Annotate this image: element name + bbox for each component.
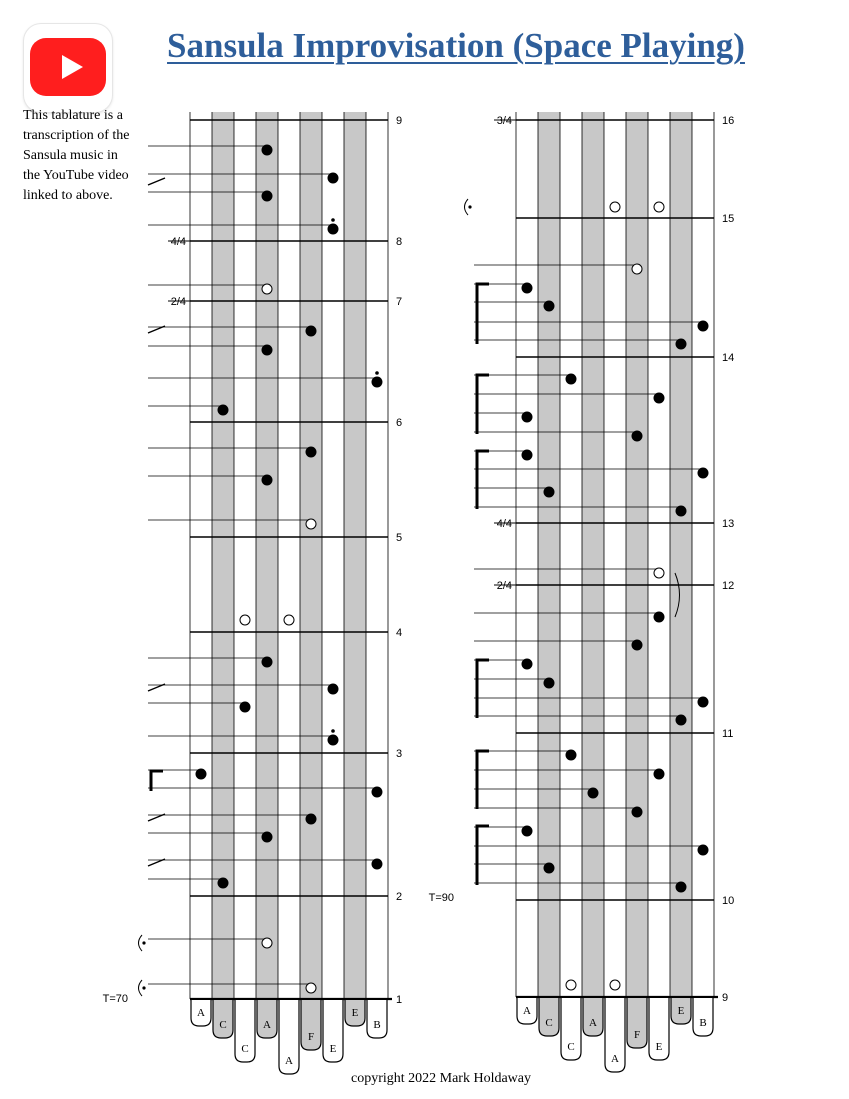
right-measure-number: 9 bbox=[722, 992, 729, 1004]
copyright-notice: copyright 2022 Mark Holdaway bbox=[350, 1071, 532, 1086]
left-measure-number: 1 bbox=[396, 994, 403, 1006]
right-tine-label: E bbox=[677, 1005, 685, 1017]
right-open-note bbox=[654, 202, 664, 212]
right-note bbox=[566, 374, 576, 384]
right-note bbox=[544, 487, 554, 497]
right-tine-label: C bbox=[567, 1041, 575, 1053]
right-tine-column-shaded bbox=[626, 112, 648, 997]
right-chord-bracket bbox=[477, 451, 489, 509]
left-tine-label: B bbox=[373, 1019, 381, 1031]
intro-line: linked to above. bbox=[23, 188, 113, 203]
right-note bbox=[544, 863, 554, 873]
left-measure-number: 8 bbox=[396, 236, 403, 248]
right-note bbox=[676, 715, 686, 725]
right-measure-number: 16 bbox=[722, 115, 735, 127]
right-measure-number: 15 bbox=[722, 213, 735, 225]
right-tine-label: A bbox=[611, 1053, 619, 1065]
right-tine-label: F bbox=[633, 1029, 641, 1041]
right-note bbox=[632, 431, 642, 441]
left-measure-number: 4 bbox=[396, 627, 403, 639]
left-tine-label: E bbox=[329, 1043, 337, 1055]
right-time-signature: 2/4 bbox=[496, 580, 512, 592]
left-measure-number: 9 bbox=[396, 115, 403, 127]
intro-line: the YouTube video bbox=[23, 168, 129, 183]
right-tine-label: E bbox=[655, 1041, 663, 1053]
left-tine-label: A bbox=[263, 1019, 271, 1031]
right-open-note bbox=[566, 980, 576, 990]
left-tine-label: E bbox=[351, 1007, 359, 1019]
right-chord-bracket bbox=[477, 826, 489, 885]
left-tine-label: F bbox=[307, 1031, 315, 1043]
right-note bbox=[522, 283, 532, 293]
left-time-signature: 2/4 bbox=[170, 296, 186, 308]
right-tine-column-shaded bbox=[582, 112, 604, 997]
right-note bbox=[698, 468, 708, 478]
left-measure-number: 5 bbox=[396, 532, 403, 544]
left-time-signature: 4/4 bbox=[170, 236, 186, 248]
right-note bbox=[522, 826, 532, 836]
left-measure-number: 2 bbox=[396, 891, 403, 903]
right-chord-bracket bbox=[477, 751, 489, 809]
right-measure-number: 12 bbox=[722, 580, 735, 592]
left-measure-number: 7 bbox=[396, 296, 403, 308]
left-measure-number: 3 bbox=[396, 748, 403, 760]
right-measure-number: 10 bbox=[722, 895, 735, 907]
right-measure-number: 11 bbox=[722, 728, 734, 740]
right-open-note bbox=[610, 980, 620, 990]
right-note bbox=[522, 412, 532, 422]
right-tempo-marking: T=90 bbox=[428, 892, 454, 904]
right-tine-label: B bbox=[699, 1017, 707, 1029]
page-title: Sansula Improvisation (Space Playing) bbox=[167, 26, 745, 65]
right-note bbox=[676, 882, 686, 892]
left-tine-label: A bbox=[285, 1055, 293, 1067]
right-chord-bracket bbox=[477, 284, 489, 344]
right-open-note bbox=[610, 202, 620, 212]
right-measure-number: 14 bbox=[722, 352, 735, 364]
right-fermata-mark bbox=[465, 199, 469, 215]
right-note bbox=[544, 301, 554, 311]
left-measure-number: 6 bbox=[396, 417, 403, 429]
right-note bbox=[698, 697, 708, 707]
left-tine-label: C bbox=[219, 1019, 227, 1031]
right-note bbox=[654, 612, 664, 622]
intro-line: Sansula music in bbox=[23, 148, 118, 163]
right-note bbox=[654, 769, 664, 779]
right-tine-label: A bbox=[523, 1005, 531, 1017]
right-open-note bbox=[632, 264, 642, 274]
right-note bbox=[632, 807, 642, 817]
right-note bbox=[522, 659, 532, 669]
right-note bbox=[654, 393, 664, 403]
intro-line: This tablature is a bbox=[23, 108, 123, 123]
right-time-signature: 4/4 bbox=[496, 518, 512, 530]
right-open-note bbox=[654, 568, 664, 578]
right-note bbox=[676, 339, 686, 349]
right-note bbox=[522, 450, 532, 460]
right-fermata-dot bbox=[468, 205, 471, 208]
right-note bbox=[632, 640, 642, 650]
right-note bbox=[566, 750, 576, 760]
right-note bbox=[676, 506, 686, 516]
right-tine-label: C bbox=[545, 1017, 553, 1029]
right-tine-column-shaded bbox=[670, 112, 692, 997]
right-tine-label: A bbox=[589, 1017, 597, 1029]
right-note bbox=[588, 788, 598, 798]
left-tempo-marking: T=70 bbox=[102, 993, 128, 1005]
right-note bbox=[698, 321, 708, 331]
right-chord-bracket bbox=[477, 375, 489, 434]
right-chord-bracket bbox=[477, 660, 489, 718]
right-time-signature: 3/4 bbox=[496, 115, 512, 127]
intro-line: transcription of the bbox=[23, 128, 130, 143]
right-measure-number: 13 bbox=[722, 518, 735, 530]
right-note bbox=[544, 678, 554, 688]
right-note bbox=[698, 845, 708, 855]
left-tine-label: C bbox=[241, 1043, 249, 1055]
left-tine-label: A bbox=[197, 1007, 205, 1019]
